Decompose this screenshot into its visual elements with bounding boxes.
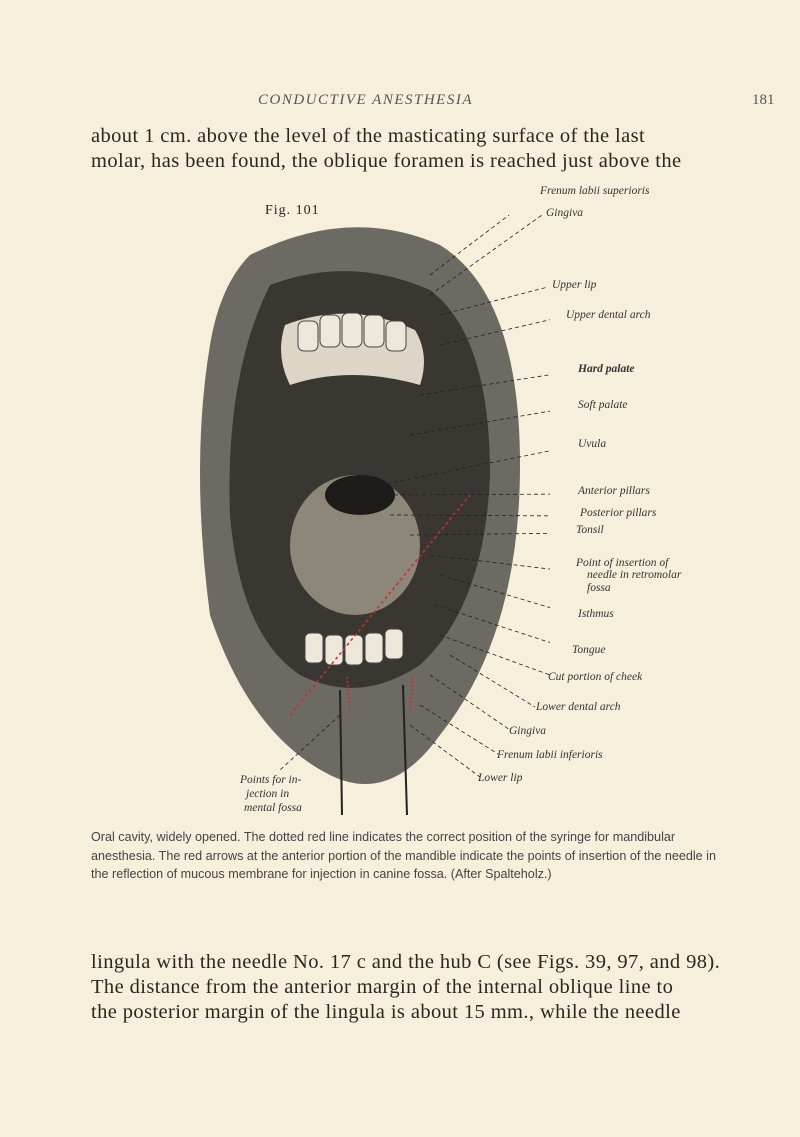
- label-frenum-labii-superioris: Frenum labii superioris: [540, 185, 650, 197]
- label-isthmus: Isthmus: [578, 608, 614, 620]
- label-soft-palate: Soft palate: [578, 399, 628, 411]
- label-point-insertion-1: Point of insertion of: [576, 557, 669, 569]
- text-line: The distance from the anterior margin of the internal oblique line to: [91, 976, 674, 998]
- label-cut-portion-cheek: Cut portion of cheek: [548, 671, 643, 683]
- text-line: about 1 cm. above the level of the masticating surface of the last: [91, 125, 646, 147]
- label-upper-dental-arch: Upper dental arch: [566, 309, 651, 321]
- text-line: lingula with the needle No. 17 c and the hub C (see Figs. 39, 97, and 98).: [91, 951, 721, 973]
- label-uvula: Uvula: [578, 438, 607, 450]
- label-lower-dental-arch: Lower dental arch: [536, 701, 621, 713]
- page-number: 181: [752, 92, 775, 108]
- label-points-injection-1: Points for in-: [240, 774, 302, 786]
- figure-caption: Oral cavity, widely opened. The dotted red line indicates the correct position of the syringe for mandibular anesthesia. The red arrows at the anterior portion of the mandible indicate the points of insertion of the needle in the reflection of mucous membrane for injection in canine fossa. (After Spalteholz.): [91, 830, 716, 881]
- bottom-paragraph: [91, 950, 723, 1025]
- running-title: CONDUCTIVE ANESTHESIA: [258, 92, 473, 108]
- label-point-insertion-2: needle in retromolar: [587, 569, 682, 581]
- figure-label: Fig. 101: [265, 203, 320, 218]
- label-hard-palate: Hard palate: [578, 363, 635, 375]
- label-tonsil: Tonsil: [576, 524, 604, 536]
- label-points-injection-3: mental fossa: [244, 802, 302, 814]
- label-lower-lip: Lower lip: [478, 772, 523, 784]
- label-point-insertion-3: fossa: [587, 582, 611, 594]
- label-gingiva-upper: Gingiva: [546, 207, 584, 219]
- label-upper-lip: Upper lip: [552, 279, 597, 291]
- label-points-injection-2: jection in: [246, 788, 290, 800]
- label-frenum-labii-inferioris: Frenum labii inferioris: [497, 749, 603, 761]
- label-gingiva-lower: Gingiva: [509, 725, 547, 737]
- label-anterior-pillars: Anterior pillars: [578, 485, 650, 497]
- label-tongue: Tongue: [572, 644, 606, 656]
- top-paragraph: [91, 124, 723, 174]
- label-posterior-pillars: Posterior pillars: [580, 507, 657, 519]
- oral-cavity-illustration: [190, 215, 550, 815]
- text-line: the posterior margin of the lingula is about 15 mm., while the needle: [91, 1001, 681, 1023]
- text-line: molar, has been found, the oblique foramen is reached just above the: [91, 150, 682, 172]
